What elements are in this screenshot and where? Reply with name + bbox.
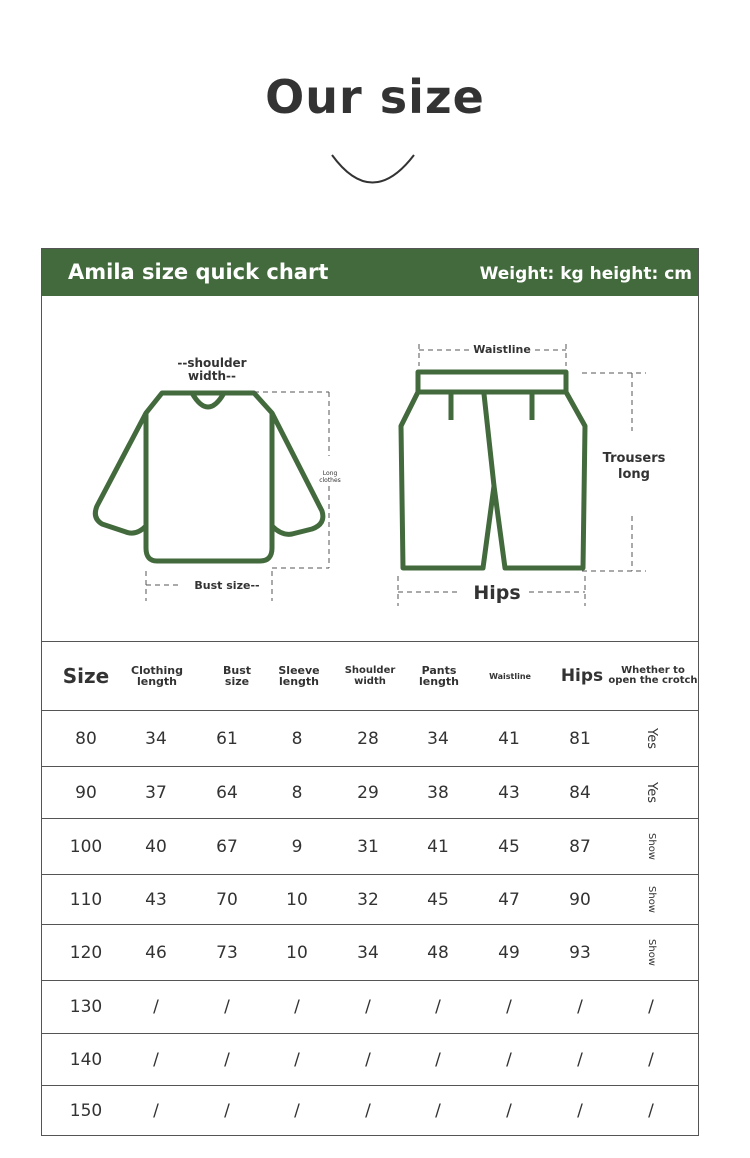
measure-cell	[545, 711, 615, 766]
measure-cell	[192, 875, 262, 924]
cell-text: 34	[427, 728, 449, 749]
size-chart	[41, 248, 699, 1136]
measure-cell	[403, 1034, 473, 1085]
open-crotch-cell	[616, 981, 686, 1033]
measure-cell	[121, 819, 191, 874]
header-clothing-length: Clothing length	[131, 664, 183, 688]
cell-text: 80	[75, 728, 97, 749]
measure-cell	[121, 875, 191, 924]
page-title: Our size	[265, 70, 485, 124]
measure-cell	[333, 711, 403, 766]
header-pants-length: Pants length	[418, 664, 460, 688]
cell-text: /	[577, 997, 583, 1017]
measure-cell	[333, 819, 403, 874]
cell-text: 8	[291, 782, 303, 803]
cell-text: 47	[498, 889, 520, 910]
cell-text: /	[577, 1100, 583, 1121]
cell-text: 48	[427, 942, 449, 963]
cell-text: 130	[69, 997, 103, 1017]
measure-cell	[333, 1086, 403, 1135]
open-crotch-cell	[616, 767, 686, 818]
chart-banner-title: Amila size quick chart	[68, 260, 329, 284]
size-cell	[51, 875, 121, 924]
open-crotch-cell	[616, 1034, 686, 1085]
cell-text: 150	[69, 1100, 103, 1121]
measure-cell	[333, 875, 403, 924]
measure-cell	[262, 875, 332, 924]
cell-text: 67	[216, 836, 238, 857]
measure-cell	[403, 981, 473, 1033]
measure-cell	[192, 819, 262, 874]
cell-text: 8	[291, 728, 303, 749]
cell-text: Show	[645, 833, 657, 860]
cell-text: /	[224, 1100, 230, 1121]
table-row	[42, 1034, 698, 1086]
size-table	[42, 641, 698, 1136]
cell-text: 90	[569, 889, 591, 910]
cell-text: 140	[69, 1049, 103, 1070]
header-sleeve-length: Sleeve length	[278, 664, 320, 688]
open-crotch-cell	[616, 875, 686, 924]
measure-cell	[545, 819, 615, 874]
bust-size-label: Bust size--	[194, 579, 260, 592]
cell-text: /	[294, 1049, 300, 1070]
measure-cell	[192, 1034, 262, 1085]
measure-cell	[545, 981, 615, 1033]
measure-cell	[333, 767, 403, 818]
measure-cell	[192, 981, 262, 1033]
cell-text: 40	[145, 836, 167, 857]
measure-cell	[403, 875, 473, 924]
sweater-illustration	[95, 393, 323, 561]
measure-cell	[474, 925, 544, 980]
cell-text: 34	[145, 728, 167, 749]
hips-label: Hips	[473, 582, 521, 604]
table-header-row	[42, 642, 698, 711]
cell-text: /	[506, 997, 512, 1017]
measure-cell	[192, 925, 262, 980]
measure-cell	[474, 711, 544, 766]
size-cell	[51, 925, 121, 980]
cell-text: 41	[427, 836, 449, 857]
measure-cell	[121, 1034, 191, 1085]
measure-cell	[121, 711, 191, 766]
measure-cell	[474, 767, 544, 818]
open-crotch-cell	[616, 1086, 686, 1135]
measure-cell	[262, 981, 332, 1033]
cell-text: 45	[427, 889, 449, 910]
cell-text: 38	[427, 782, 449, 803]
cell-text: /	[435, 1049, 441, 1070]
waistline-label: Waistline	[473, 343, 531, 356]
cell-text: /	[294, 997, 300, 1017]
size-cell	[51, 767, 121, 818]
size-cell	[51, 1086, 121, 1135]
open-crotch-cell	[616, 711, 686, 766]
cell-text: /	[435, 1100, 441, 1121]
cell-text: 120	[69, 942, 103, 963]
header-bust-size: Bust size	[222, 664, 252, 688]
header-hips: Hips	[560, 666, 604, 686]
table-row	[42, 819, 698, 875]
header-size: Size	[62, 664, 110, 688]
measure-cell	[545, 1034, 615, 1085]
cell-text: /	[365, 997, 371, 1017]
cell-text: Yes	[643, 782, 659, 803]
measure-cell	[192, 1086, 262, 1135]
measure-cell	[474, 1086, 544, 1135]
cell-text: 70	[216, 889, 238, 910]
cell-text: 49	[498, 942, 520, 963]
cell-text: /	[577, 1049, 583, 1070]
measure-cell	[545, 1086, 615, 1135]
cell-text: /	[153, 1049, 159, 1070]
header-open-crotch: Whether to open the crotch	[608, 665, 698, 686]
cell-text: /	[648, 1049, 654, 1070]
measure-cell	[403, 925, 473, 980]
cell-text: /	[435, 997, 441, 1017]
table-row	[42, 711, 698, 767]
long-clothes-label: Long clothes	[319, 470, 341, 484]
cell-text: 10	[286, 889, 308, 910]
measure-cell	[262, 711, 332, 766]
cell-text: 64	[216, 782, 238, 803]
measure-cell	[474, 819, 544, 874]
cell-text: 45	[498, 836, 520, 857]
measure-cell	[474, 981, 544, 1033]
open-crotch-cell	[616, 925, 686, 980]
measure-cell	[474, 1034, 544, 1085]
shorts-illustration	[401, 372, 585, 568]
measure-cell	[403, 1086, 473, 1135]
measure-cell	[262, 1086, 332, 1135]
cell-text: 28	[357, 728, 379, 749]
shoulder-width-label: --shoulder width--	[177, 356, 247, 383]
trousers-long-label: Trousers long	[602, 451, 666, 482]
size-cell	[51, 819, 121, 874]
cell-text: /	[224, 1049, 230, 1070]
measure-cell	[121, 767, 191, 818]
size-cell	[51, 1034, 121, 1085]
table-row	[42, 1086, 698, 1136]
cell-text: /	[506, 1049, 512, 1070]
cell-text: 10	[286, 942, 308, 963]
cell-text: Yes	[643, 728, 659, 749]
cell-text: Show	[645, 939, 657, 966]
sweater-measure-lines	[146, 392, 329, 601]
measure-cell	[121, 925, 191, 980]
cell-text: /	[153, 1100, 159, 1121]
measure-cell	[545, 875, 615, 924]
measure-cell	[121, 981, 191, 1033]
decorative-arc-icon	[330, 150, 420, 190]
cell-text: 93	[569, 942, 591, 963]
chart-banner-units: Weight: kg height: cm	[479, 264, 692, 284]
open-crotch-cell	[616, 819, 686, 874]
cell-text: /	[365, 1100, 371, 1121]
cell-text: 29	[357, 782, 379, 803]
cell-text: 9	[291, 836, 303, 857]
cell-text: 34	[357, 942, 379, 963]
table-row	[42, 875, 698, 925]
cell-text: 37	[145, 782, 167, 803]
measure-cell	[403, 819, 473, 874]
measure-cell	[545, 925, 615, 980]
measure-cell	[192, 711, 262, 766]
cell-text: 43	[145, 889, 167, 910]
cell-text: /	[506, 1100, 512, 1121]
measure-cell	[333, 981, 403, 1033]
measure-cell	[262, 925, 332, 980]
cell-text: 84	[569, 782, 591, 803]
cell-text: 61	[216, 728, 238, 749]
size-cell	[51, 711, 121, 766]
cell-text: 32	[357, 889, 379, 910]
cell-text: /	[294, 1100, 300, 1121]
cell-text: 73	[216, 942, 238, 963]
size-cell	[51, 981, 121, 1033]
cell-text: 81	[569, 728, 591, 749]
cell-text: 46	[145, 942, 167, 963]
measure-cell	[333, 1034, 403, 1085]
cell-text: 90	[75, 782, 97, 803]
cell-text: 100	[69, 836, 103, 857]
cell-text: 41	[498, 728, 520, 749]
cell-text: /	[648, 1100, 654, 1121]
header-shoulder-width: Shoulder width	[344, 665, 396, 687]
cell-text: /	[648, 997, 654, 1017]
measure-cell	[262, 1034, 332, 1085]
measure-cell	[262, 767, 332, 818]
cell-text: 87	[569, 836, 591, 857]
chart-banner	[42, 249, 698, 296]
cell-text: Show	[645, 886, 657, 913]
measure-cell	[474, 875, 544, 924]
measure-cell	[192, 767, 262, 818]
cell-text: /	[153, 997, 159, 1017]
measure-cell	[403, 711, 473, 766]
cell-text: 110	[69, 889, 103, 910]
cell-text: 43	[498, 782, 520, 803]
table-row	[42, 925, 698, 981]
measurement-diagram	[42, 296, 698, 641]
table-row	[42, 767, 698, 819]
table-row	[42, 981, 698, 1034]
measure-cell	[545, 767, 615, 818]
header-waistline: Waistline	[489, 671, 531, 681]
measure-cell	[333, 925, 403, 980]
measure-cell	[121, 1086, 191, 1135]
cell-text: 31	[357, 836, 379, 857]
measure-cell	[262, 819, 332, 874]
cell-text: /	[224, 997, 230, 1017]
measure-cell	[403, 767, 473, 818]
cell-text: /	[365, 1049, 371, 1070]
